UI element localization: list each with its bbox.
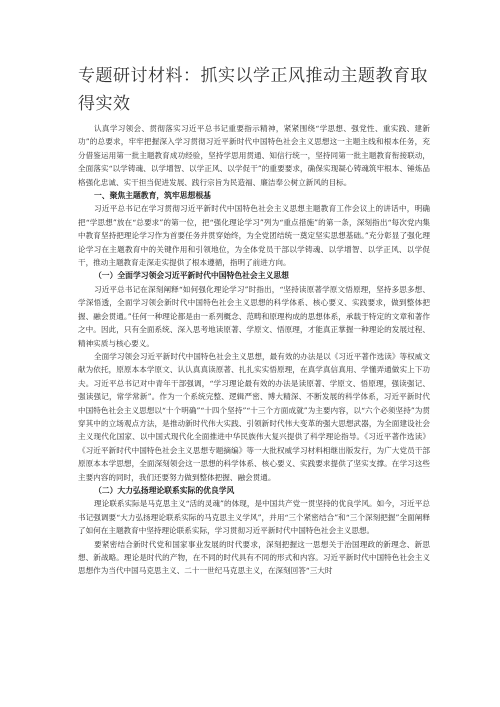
paragraph: 理论联系实际是马克思主义“活的灵魂”的体现，是中国共产党一贯坚持的优良学风。如今，习近平总书记强调要“大力弘扬理论联系实际的马克思主义学风”，并用“三个紧密结合”和“三个深刻把握”全面阐释了如何在主题教育中坚持理论联系实际，学习贯彻习近平新时代中国特色社会主义思想。 bbox=[78, 499, 430, 536]
paragraph: 认真学习领会、贯彻落实习近平总书记重要指示精神，紧紧围绕“学思想、强党性、重实践、建新功”的总要求，牢牢把握深入学习贯彻习近平新时代中国特色社会主义思想这一主题主线和根本任务，充分借鉴运用第一批主题教育成功经验，坚持学思用贯通、知信行统一，坚持同第一批主题教育衔接联动，全面落实“以学铸魂、以学增智、以学正风、以学促干”的重要要求，确保实现凝心铸魂筑牢根本、锤炼品格强化忠诚、实干担当促进发展、践行宗旨为民造福、廉洁奉公树立新风的目标。 bbox=[78, 124, 430, 187]
document-title: 专题研讨材料：抓实以学正风推动主题教育取得实效 bbox=[78, 66, 428, 114]
subsection-heading: （二）大力弘扬理论联系实际的优良学风 bbox=[94, 485, 235, 495]
subsection-heading: （一）全面学习领会习近平新时代中国特色社会主义思想 bbox=[94, 271, 289, 281]
paragraph: 要紧密结合新时代党和国家事业发展的时代要求，深刻把握这一思想关于治国理政的新理念、新思想、新战略。理论是时代的产物，在不同的时代具有不同的形式和内容。习近平新时代中国特色社会主义思想作为当代中国马克思主义、二十一世纪马克思主义，在深刻回答“三大时 bbox=[78, 539, 430, 576]
section-heading: 一、聚焦主题教育，筑牢思想根基 bbox=[94, 191, 211, 201]
paragraph: 全面学习领会习近平新时代中国特色社会主义思想，最有效的办法是以《习近平著作选读》等权威文献为依托，原原本本学原文、认认真真读原著、扎扎实实悟原理，在真学真信真用、学懂弄通做实上下功夫。习近平总书记对中青年干部强调，“学习理论最有效的办法是读原著、学原文、悟原理，强读强记、强读强记，常学常新”。作为一个系统完整、逻辑严密、博大精深、不断发展的科学体系，习近平新时代中国特色社会主义思想以“十个明确”“十四个坚持”“十三个方面成就”为主要内容，以“六个必须坚持”为贯穿其中的立场观点方法，是推动新时代伟大实践、引领新时代伟大变革的强大思想武器，为全面建设社会主义现代化国家、以中国式现代化全面推进中华民族伟大复兴提供了科学理论指导。《习近平著作选读》《习近平新时代中国特色社会主义思想专题摘编》等一大批权威学习材料相继出版发行，为广大党员干部原原本本学思想，全面深刻领会这一思想的科学体系、核心要义、实践要求提供了坚实支撑。在学习这些主要内容的同时，我们还要努力做到整体把握、融会贯通。 bbox=[78, 351, 430, 482]
paragraph: 习近平总书记在深刻阐释“如何强化理论学习”时指出，“坚持读原著学原文悟原理，坚持多思多想、学深悟透，全面学习领会新时代中国特色社会主义思想的科学体系、核心要义、实践要求，做到整体把握、融会贯通。”任何一种理论都是由一系列概念、范畴和原理构成的思想体系，承载于特定的文章和著作之中。因此，只有全面系统、深入思考地读原著、学原文、悟原理，才能真正掌握一种理论的发展过程、精神实质与核心要义。 bbox=[78, 284, 430, 348]
paragraph: 习近平总书记在学习贯彻习近平新时代中国特色社会主义思想主题教育工作会议上的讲话中，明确把“学思想”放在“总要求”的第一位，把“强化理论学习”列为“重点措施”的第一条，深刻指出“每次党内集中教育坚持把理论学习作为首要任务并贯穿始终，为全党团结统一奠定坚实思想基础。”充分彰显了强化理论学习在主题教育中的关键作用和引领地位，为全体党员干部以学铸魂、以学增智、以学正风、以学促干，推动主题教育走深走实提供了根本遵循，指明了前进方向。 bbox=[78, 204, 430, 268]
document-body bbox=[78, 122, 430, 578]
